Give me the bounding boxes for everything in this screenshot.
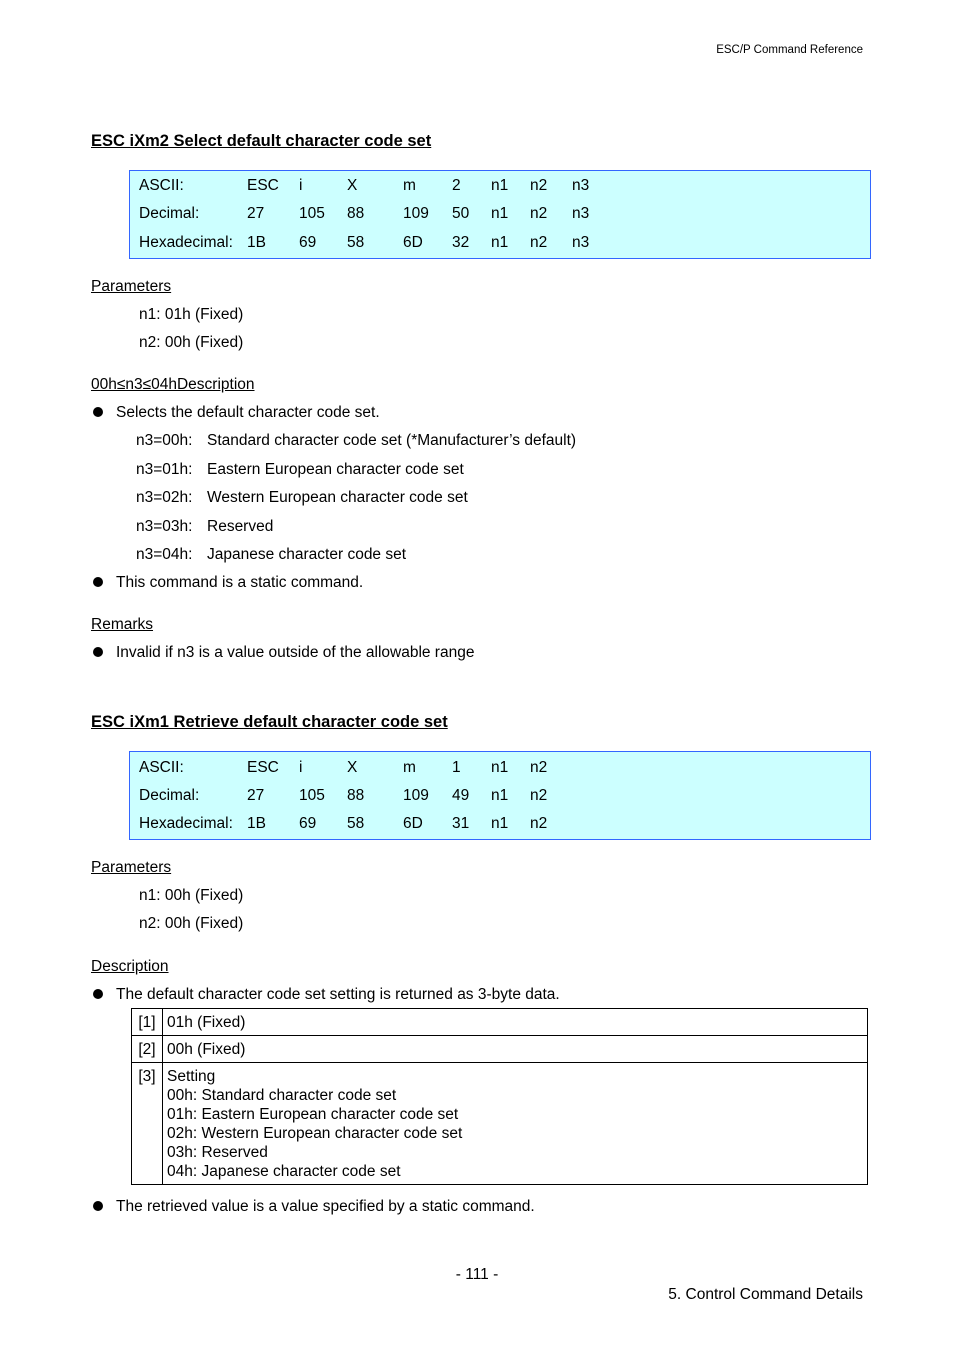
- command-value: n2: [530, 205, 548, 222]
- command-value: 1B: [247, 234, 266, 251]
- command-box-retrieve: [129, 751, 871, 840]
- table-row: [132, 1009, 868, 1036]
- command-value: n2: [530, 177, 548, 194]
- command-value: n1: [491, 787, 509, 804]
- command-value: 105: [299, 787, 325, 804]
- parameter-item: n1: 00h (Fixed): [139, 887, 244, 904]
- description-label: 00h≤n3≤04hDescription: [91, 376, 255, 393]
- command-value: 58: [347, 815, 365, 832]
- command-box-select: [129, 170, 871, 259]
- command-value: m: [403, 759, 416, 776]
- footer-section: 5. Control Command Details: [668, 1286, 863, 1303]
- command-value: i: [299, 759, 303, 776]
- command-value: n1: [491, 759, 509, 776]
- command-value: 88: [347, 205, 365, 222]
- table-row: [132, 1063, 868, 1185]
- bullet-icon: [93, 647, 103, 657]
- parameter-item: n1: 01h (Fixed): [139, 306, 244, 323]
- command-value: n1: [491, 205, 509, 222]
- command-value: 58: [347, 234, 365, 251]
- table-row: [132, 1036, 868, 1063]
- case-row: n3=03h: Reserved: [136, 518, 274, 535]
- bullet-icon: [93, 407, 103, 417]
- table-cell-value: 01h (Fixed): [163, 1009, 868, 1036]
- command-value: n1: [491, 177, 509, 194]
- command-value: ESC: [247, 759, 279, 776]
- command-value: 109: [403, 787, 429, 804]
- command-label: Hexadecimal:: [139, 234, 233, 251]
- remarks-label: Remarks: [91, 616, 154, 633]
- command-value: 105: [299, 205, 325, 222]
- description-label: Description: [91, 958, 169, 975]
- command-value: n1: [491, 234, 509, 251]
- command-label: Decimal:: [139, 787, 200, 804]
- command-value: 109: [403, 205, 429, 222]
- command-value: n2: [530, 234, 548, 251]
- page-header: ESC/P Command Reference: [716, 44, 863, 56]
- command-value: m: [403, 177, 416, 194]
- command-value: ESC: [247, 177, 279, 194]
- command-value: X: [347, 759, 358, 776]
- command-value: 49: [452, 787, 470, 804]
- command-value: 50: [452, 205, 470, 222]
- page-number: - 111 -: [455, 1266, 499, 1283]
- command-value: 69: [299, 234, 317, 251]
- case-row: n3=01h: Eastern European character code set: [136, 461, 464, 478]
- command-value: n3: [572, 177, 590, 194]
- command-value: 6D: [403, 234, 423, 251]
- command-value: 69: [299, 815, 317, 832]
- table-cell-index: [2]: [132, 1036, 163, 1063]
- bullet-item: The retrieved value is a value specified by a static command.: [91, 1198, 535, 1216]
- command-value: X: [347, 177, 358, 194]
- command-value: 27: [247, 787, 265, 804]
- command-value: 27: [247, 205, 265, 222]
- bullet-item: The default character code set setting is returned as 3-byte data.: [91, 986, 560, 1004]
- command-value: n1: [491, 815, 509, 832]
- parameters-label: Parameters: [91, 278, 172, 295]
- table-cell-value: Setting 00h: Standard character code set 01h: Eastern European character code set 02h: Western European character code set 03h: Reserved 04h: Japanese character code set: [163, 1063, 868, 1185]
- command-value: n3: [572, 205, 590, 222]
- command-value: 1B: [247, 815, 266, 832]
- bullet-item: This command is a static command.: [91, 574, 363, 592]
- command-label: Hexadecimal:: [139, 815, 233, 832]
- bullet-icon: [93, 1201, 103, 1211]
- command-label: Decimal:: [139, 205, 200, 222]
- command-value: 6D: [403, 815, 423, 832]
- command-value: 32: [452, 234, 470, 251]
- bullet-item: Invalid if n3 is a value outside of the allowable range: [91, 644, 474, 662]
- table-cell-index: [1]: [132, 1009, 163, 1036]
- section-title-retrieve: ESC iXm1 Retrieve default character code set: [91, 713, 448, 731]
- bullet-icon: [93, 989, 103, 999]
- command-value: n3: [572, 234, 590, 251]
- table-cell-value: 00h (Fixed): [163, 1036, 868, 1063]
- bullet-item: Selects the default character code set.: [91, 404, 380, 422]
- section-title-select: ESC iXm2 Select default character code set: [91, 132, 432, 150]
- bullet-icon: [93, 577, 103, 587]
- case-row: n3=00h: Standard character code set (*Manufacturer’s default): [136, 432, 577, 449]
- command-label: ASCII:: [139, 759, 184, 776]
- parameter-item: n2: 00h (Fixed): [139, 334, 244, 351]
- command-value: n2: [530, 787, 548, 804]
- parameters-label: Parameters: [91, 859, 172, 876]
- return-data-table: [131, 1008, 868, 1185]
- command-value: i: [299, 177, 303, 194]
- command-value: 1: [452, 759, 461, 776]
- command-value: 31: [452, 815, 470, 832]
- command-value: 2: [452, 177, 461, 194]
- parameter-item: n2: 00h (Fixed): [139, 915, 244, 932]
- case-row: n3=04h: Japanese character code set: [136, 546, 407, 563]
- case-row: n3=02h: Western European character code set: [136, 489, 468, 506]
- command-value: 88: [347, 787, 365, 804]
- command-value: n2: [530, 815, 548, 832]
- command-label: ASCII:: [139, 177, 184, 194]
- table-cell-index: [3]: [132, 1063, 163, 1185]
- command-value: n2: [530, 759, 548, 776]
